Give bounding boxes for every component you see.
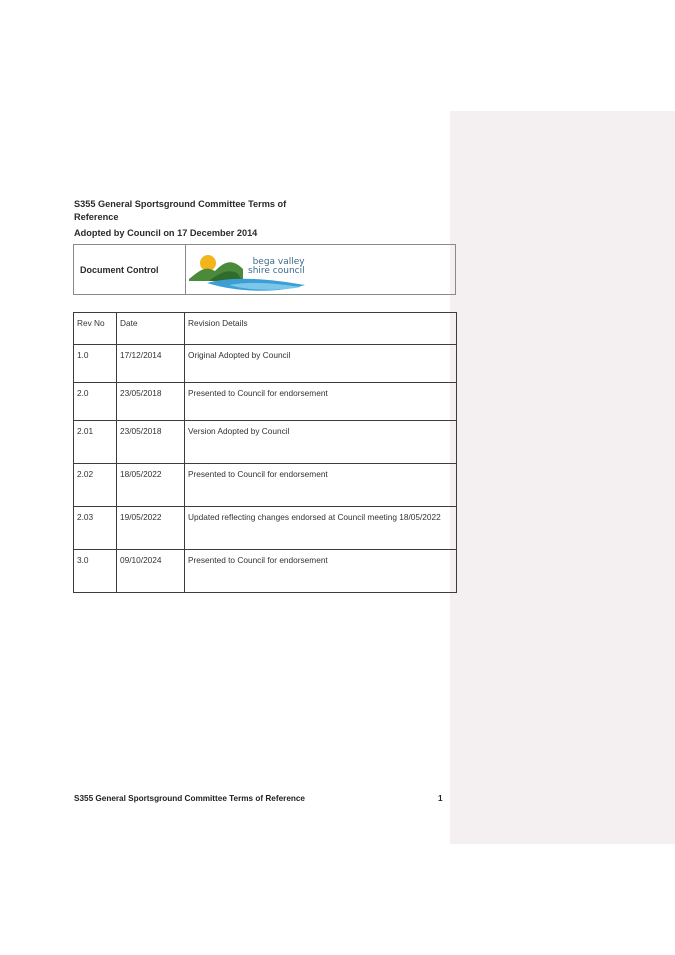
document-control-label: Document Control (74, 245, 186, 294)
details-cell: Presented to Council for endorsement (185, 464, 457, 507)
document-control-table (73, 244, 456, 295)
rev-cell: 2.02 (74, 464, 117, 507)
table-row (74, 345, 457, 383)
table-row (74, 550, 457, 593)
date-cell: 09/10/2024 (117, 550, 185, 593)
council-logo (186, 245, 455, 294)
rev-cell: 2.01 (74, 421, 117, 464)
details-cell: Original Adopted by Council (185, 345, 457, 383)
comment-pane (450, 111, 675, 844)
details-cell: Updated reflecting changes endorsed at Council meeting 18/05/2022 (185, 507, 457, 550)
revision-table (73, 312, 457, 593)
logo-line-1: bega valley (252, 257, 305, 267)
date-cell: 18/05/2022 (117, 464, 185, 507)
table-header-row (74, 313, 457, 345)
date-cell: 17/12/2014 (117, 345, 185, 383)
header-rev-no: Rev No (74, 313, 117, 345)
details-cell: Version Adopted by Council (185, 421, 457, 464)
rev-cell: 1.0 (74, 345, 117, 383)
date-cell: 23/05/2018 (117, 383, 185, 421)
rev-cell: 2.03 (74, 507, 117, 550)
rev-cell: 2.0 (74, 383, 117, 421)
council-logo-text (244, 258, 305, 276)
rev-cell: 3.0 (74, 550, 117, 593)
adoption-date: Adopted by Council on 17 December 2014 (74, 228, 258, 238)
table-row (74, 421, 457, 464)
footer-title: S355 General Sportsground Committee Terms of Reference (74, 794, 305, 803)
date-cell: 19/05/2022 (117, 507, 185, 550)
document-title: S355 General Sportsground Committee Terms of Reference (74, 199, 287, 222)
table-row (74, 464, 457, 507)
date-cell: 23/05/2018 (117, 421, 185, 464)
table-row (74, 383, 457, 421)
logo-line-2: shire council (248, 266, 305, 276)
header-date: Date (117, 313, 185, 345)
page-number: 1 (438, 794, 443, 803)
header-details: Revision Details (185, 313, 457, 345)
table-row (74, 507, 457, 550)
details-cell: Presented to Council for endorsement (185, 383, 457, 421)
details-cell: Presented to Council for endorsement (185, 550, 457, 593)
